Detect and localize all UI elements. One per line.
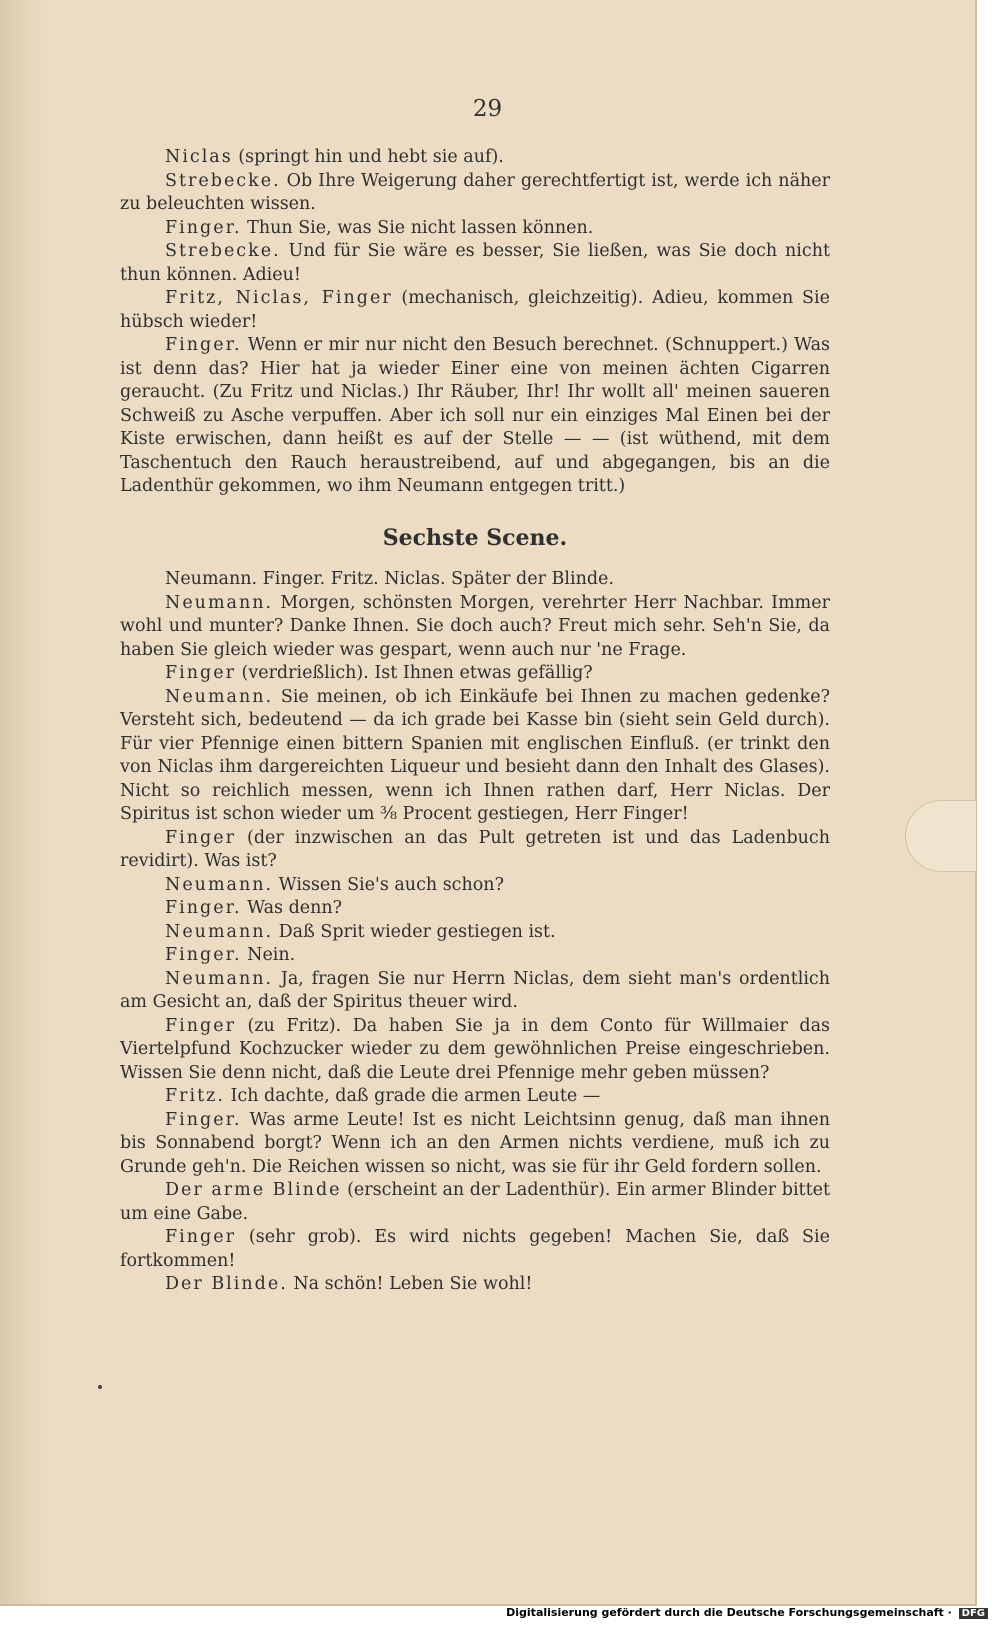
dialogue-text: Und für Sie wäre es besser, Sie ließen, was Sie doch nicht thun können. Adieu! (120, 241, 830, 285)
speaker-name: Strebecke. (165, 241, 281, 261)
dialogue-text: Was arme Leute! Ist es nicht Leichtsinn genug, daß man ihnen bis Sonnabend borgt? Wenn ich an den Armen nichts verdiene, muß ich zu Grunde geh'n. Die Reichen wissen so nicht, was sie für ihr Geld fordern sollen. (120, 1109, 830, 1177)
dialogue-text: Wissen Sie's auch schon? (273, 874, 504, 895)
dialogue-text: (verdrießlich). Ist Ihnen etwas gefällig? (235, 663, 593, 683)
footer (506, 1606, 988, 1619)
speaker-name: Strebecke. (165, 170, 281, 191)
paragraph (120, 827, 830, 874)
dialogue-text: Morgen, schönsten Morgen, verehrter Herr Nachbar. Immer wohl und munter? Danke Ihnen. Sie doch auch? Freut mich sehr. Seh'n Sie, da haben Sie gleich wieder was gespart, wenn auch nur 'ne Frage. (120, 592, 830, 660)
paragraph (120, 662, 830, 686)
paragraph (120, 146, 830, 170)
footer-text: Digitalisierung gefördert durch die Deutsche Forschungsgemeinschaft · (506, 1606, 952, 1619)
paragraph (120, 874, 830, 898)
paragraph (120, 968, 830, 1015)
dialogue-text: Wenn er mir nur nicht den Besuch berechnet. (Schnuppert.) Was ist denn das? Hier hat ja wieder Einer eine von meinen ächten Cigarren geraucht. (Zu Fritz und Niclas.) Ihr Räuber, Ihr! Ihr wollt all' meinen saueren Schweiß zu Asche verpuffen. Aber ich soll nur ein einziges Mal Einen bei der Kiste erwischen, dann heißt es auf der Stelle — — (ist wüthend, mit dem Taschentuch den Rauch heraustreibend, auf und abgegangen, bis an die Ladenthür gekommen, wo ihm Neumann entgegen tritt.) (120, 335, 830, 496)
page-text (120, 146, 830, 1297)
speaker-name: Der Blinde. (165, 1274, 288, 1294)
page-gutter (0, 0, 52, 1604)
page-tab-marker (905, 800, 976, 872)
speaker-name: Niclas (165, 147, 233, 167)
speaker-name: Finger. (165, 1109, 242, 1130)
paragraph (120, 1179, 830, 1226)
paragraph (120, 921, 830, 945)
speaker-name: Finger. (165, 217, 242, 238)
speaker-name: Fritz. (165, 1086, 225, 1106)
dialogue-text: (sehr grob). Es wird nichts gegeben! Machen Sie, daß Sie fortkommen! (120, 1227, 830, 1271)
speaker-name: Finger (165, 1015, 236, 1036)
speaker-name: Neumann. (165, 592, 274, 613)
paragraph (120, 334, 830, 499)
cast-list: Neumann. Finger. Fritz. Niclas. Später der Blinde. (165, 569, 614, 589)
page-number: 29 (472, 96, 503, 122)
paragraph (120, 240, 830, 287)
speaker-name: Neumann. (165, 686, 274, 707)
dialogue-text: Ja, fragen Sie nur Herrn Niclas, dem sieht man's ordentlich am Gesicht an, daß der Spiritus theuer wird. (120, 968, 830, 1012)
dialogue-text: Daß Sprit wieder gestiegen ist. (273, 921, 556, 942)
speaker-name: Fritz, Niclas, Finger (165, 288, 393, 308)
paragraph (120, 1109, 830, 1180)
dialogue-text: (erscheint an der Ladenthür). Ein armer Blinder bittet um eine Gabe. (120, 1180, 830, 1224)
speaker-name: Finger. (165, 335, 242, 355)
paragraph (120, 686, 830, 827)
paragraph (120, 1015, 830, 1086)
dialogue-text: (springt hin und hebt sie auf). (232, 147, 504, 167)
dialogue-text: Thun Sie, was Sie nicht lassen können. (241, 217, 594, 238)
ink-dot (98, 1385, 102, 1389)
speaker-name: Neumann. (165, 874, 274, 895)
speaker-name: Finger (165, 1227, 236, 1247)
dialogue-text: Na schön! Leben Sie wohl! (287, 1274, 533, 1294)
paragraph (120, 170, 830, 217)
paragraph (120, 217, 830, 241)
dialogue-text: Ob Ihre Weigerung daher gerechtfertigt ist, werde ich näher zu beleuchten wissen. (120, 170, 830, 214)
paragraph (120, 1273, 830, 1297)
paragraph (120, 1085, 830, 1109)
speaker-name: Finger (165, 827, 236, 848)
paragraph (120, 944, 830, 968)
speaker-name: Neumann. (165, 968, 274, 989)
dialogue-text: Ich dachte, daß grade die armen Leute — (224, 1086, 601, 1106)
speaker-name: Finger. (165, 945, 242, 965)
text-block-2 (120, 592, 830, 1297)
dialogue-text: (der inzwischen an das Pult getreten ist und das Ladenbuch revidirt). Was ist? (120, 827, 830, 871)
text-block-1 (120, 146, 830, 499)
dfg-logo: DFG (959, 1608, 988, 1619)
paragraph (120, 592, 830, 663)
dialogue-text: Nein. (241, 945, 296, 965)
paragraph (120, 1226, 830, 1273)
speaker-name: Finger. (165, 898, 242, 918)
scene-heading: Sechste Scene. (382, 524, 568, 551)
paragraph (120, 897, 830, 921)
speaker-name: Neumann. (165, 921, 274, 942)
speaker-name: Finger (165, 663, 236, 683)
dialogue-text: Was denn? (241, 898, 343, 918)
dialogue-text: (zu Fritz). Da haben Sie ja in dem Conto für Willmaier das Viertelpfund Kochzucker wieder zu dem gewöhnlichen Preise eingeschrieben. Wissen Sie denn nicht, daß die Leute drei Pfennige mehr geben müssen? (120, 1015, 830, 1083)
speaker-name: Der arme Blinde (165, 1180, 342, 1200)
paragraph (120, 287, 830, 334)
dialogue-text: Sie meinen, ob ich Einkäufe bei Ihnen zu machen gedenke? Versteht sich, bedeutend — da ich grade bei Kasse bin (sieht sein Geld durch). Für vier Pfennige einen bittern Spanien mit englischen Einfluß. (er trinkt den von Niclas ihm dargereichten Liqueur und besieht dann den Inhalt des Glases). Nicht so reichlich messen, wenn ich Ihnen rathen darf, Herr Niclas. Der Spiritus ist schon wieder um ³⁄₈ Procent gestiegen, Herr Finger! (120, 686, 830, 824)
dialogue-text: (mechanisch, gleichzeitig). Adieu, kommen Sie hübsch wieder! (120, 288, 831, 332)
